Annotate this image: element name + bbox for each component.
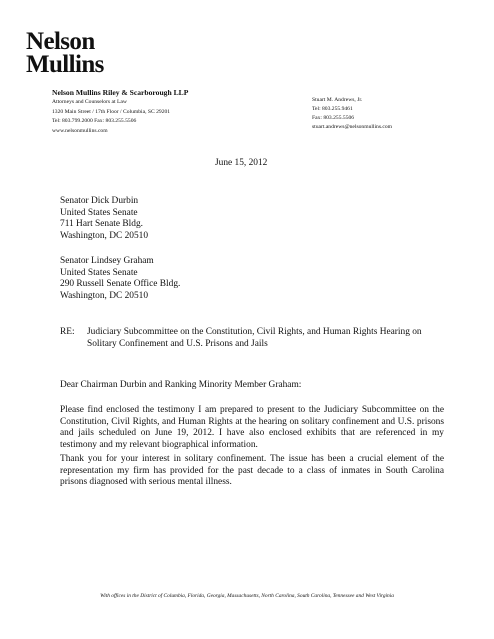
- recipient-address-2: [60, 256, 180, 302]
- recipient-line: Washington, DC 20510: [60, 230, 149, 241]
- firm-name: Nelson Mullins Riley & Scarborough LLP: [52, 88, 189, 97]
- sender-fax: Fax: 803.255.5506: [312, 115, 355, 121]
- logo-line-1: Nelson: [26, 28, 95, 55]
- recipient-line: United States Senate: [60, 267, 138, 278]
- recipient-line: 711 Hart Senate Bldg.: [60, 219, 143, 229]
- firm-address: 1320 Main Street / 17th Floor / Columbia, SC 29201: [52, 109, 171, 115]
- firm-tagline: Attorneys and Counselors at Law: [52, 99, 127, 105]
- firm-logo: [26, 30, 104, 76]
- sender-email: stuart.andrews@nelsonmullins.com: [312, 124, 393, 130]
- firm-phone-fax: Tel: 803.799.2000 Fax: 803.255.5506: [52, 118, 137, 124]
- recipient-line: Washington, DC 20510: [60, 290, 149, 301]
- recipient-line: 290 Russell Senate Office Bldg.: [60, 279, 181, 289]
- re-label: RE:: [60, 327, 75, 337]
- footer-offices: With offices in the District of Columbia, Florida, Georgia, Massachusetts, North Carolina, South Carolina, Tennessee and West Virginia: [100, 593, 394, 599]
- body-paragraph-1: Please find enclosed the testimony I am prepared to present to the Judiciary Subcommittee on the Constitution, Civil Rights, and Human Rights at the hearing on solitary confinement and U.S. prisons and jails scheduled on June 19, 2012. I have also enclosed exhibits that are referenced in my testimony and my relevant biographical information.: [60, 405, 444, 450]
- firm-website: www.nelsonmullins.com: [52, 128, 108, 134]
- re-subject: Judiciary Subcommittee on the Constitution, Civil Rights, and Human Rights Hearing on Solitary Confinement and U.S. Prisons and Jails: [87, 327, 422, 349]
- sender-name: Stuart M. Andrews, Jr.: [312, 97, 363, 103]
- letter-date: June 15, 2012: [215, 158, 268, 168]
- recipient-address-1: [60, 196, 148, 242]
- recipient-line: Senator Lindsey Graham: [60, 256, 154, 266]
- body-paragraph-2: Thank you for your interest in solitary confinement. The issue has been a crucial element of the representation my firm has provided for the past decade to a class of inmates in South Carolina prisons diagnosed with serious mental illness.: [60, 454, 444, 487]
- salutation: Dear Chairman Durbin and Ranking Minority Member Graham:: [60, 380, 302, 390]
- recipient-line: United States Senate: [60, 207, 138, 218]
- recipient-line: Senator Dick Durbin: [60, 196, 139, 206]
- logo-line-2: Mullins: [26, 51, 104, 78]
- sender-tel: Tel: 803.255.9461: [312, 106, 353, 112]
